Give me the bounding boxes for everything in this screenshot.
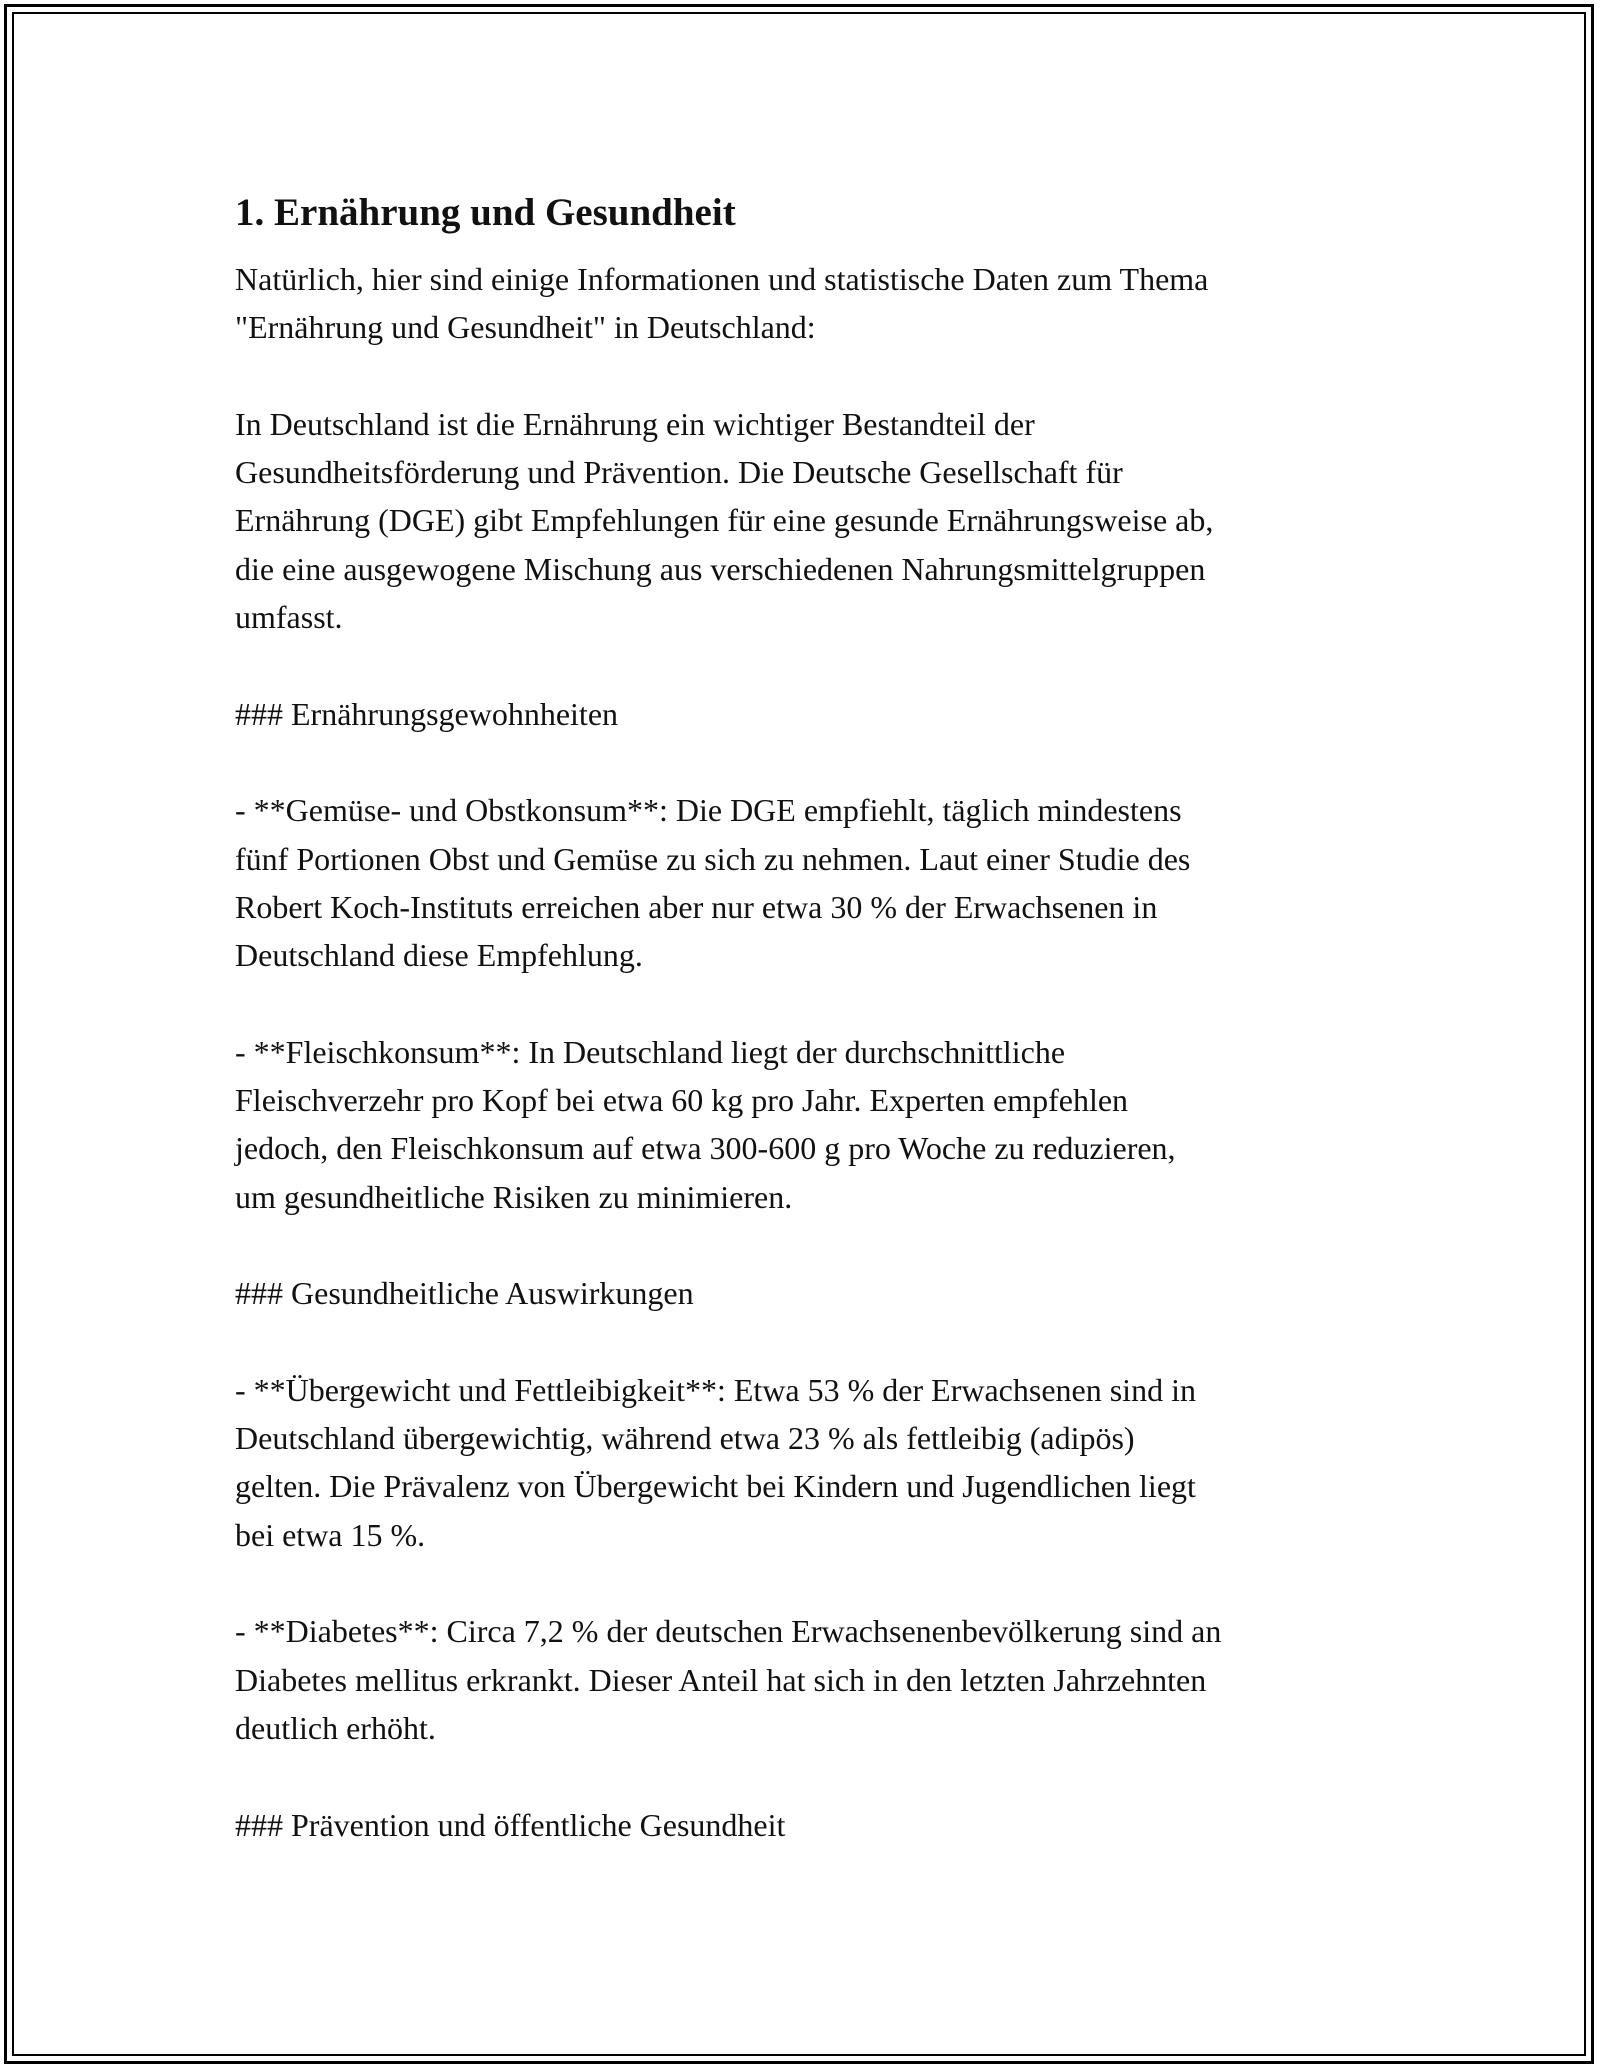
intro-paragraph: Natürlich, hier sind einige Informationen und statistische Daten zum Thema "Ernährung und Gesundheit" in Deutschland:	[235, 261, 1209, 346]
list-item-gemuese-obst: - **Gemüse- und Obstkonsum**: Die DGE empfiehlt, täglich mindestens fünf Portionen Obst und Gemüse zu sich zu nehmen. Laut einer Studie des Robert Koch-Instituts erreichen aber nur etwa 30 % der Erwachsenen in Deutschland diese Empfehlung.	[235, 792, 1191, 974]
list-item-uebergewicht: - **Übergewicht und Fettleibigkeit**: Etwa 53 % der Erwachsenen sind in Deutschland übergewichtig, während etwa 23 % als fettleibig (adipös) gelten. Die Prävalenz von Übergewicht bei Kindern und Jugendlichen liegt bei etwa 15 %.	[235, 1371, 1196, 1553]
list-item-fleischkonsum: - **Fleischkonsum**: In Deutschland liegt der durchschnittliche Fleischverzehr pro Kopf bei etwa 60 kg pro Jahr. Experten empfehlen jedoch, den Fleischkonsum auf etwa 300-600 g pro Woche zu reduzieren, um gesundheitliche Risiken zu minimieren.	[235, 1033, 1176, 1215]
document-body	[235, 185, 1395, 1849]
heading-ernaehrungsgewohnheiten: ### Ernährungsgewohnheiten	[235, 695, 619, 732]
list-item-diabetes: - **Diabetes**: Circa 7,2 % der deutschen Erwachsenenbevölkerung sind an Diabetes mellitus erkrankt. Dieser Anteil hat sich in den letzten Jahrzehnten deutlich erhöht.	[235, 1613, 1222, 1746]
heading-praevention: ### Prävention und öffentliche Gesundheit	[235, 1806, 786, 1843]
dge-paragraph: In Deutschland ist die Ernährung ein wichtiger Bestandteil der Gesundheitsförderung und Prävention. Die Deutsche Gesellschaft für Ernährung (DGE) gibt Empfehlungen für eine gesunde Ernährungsweise ab, die eine ausgewogene Mischung aus verschiedenen Nahrungsmittelgruppen umfasst.	[235, 405, 1214, 636]
heading-gesundheitliche-auswirkungen: ### Gesundheitliche Auswirkungen	[235, 1275, 694, 1312]
document-title: 1. Ernährung und Gesundheit	[235, 191, 736, 234]
